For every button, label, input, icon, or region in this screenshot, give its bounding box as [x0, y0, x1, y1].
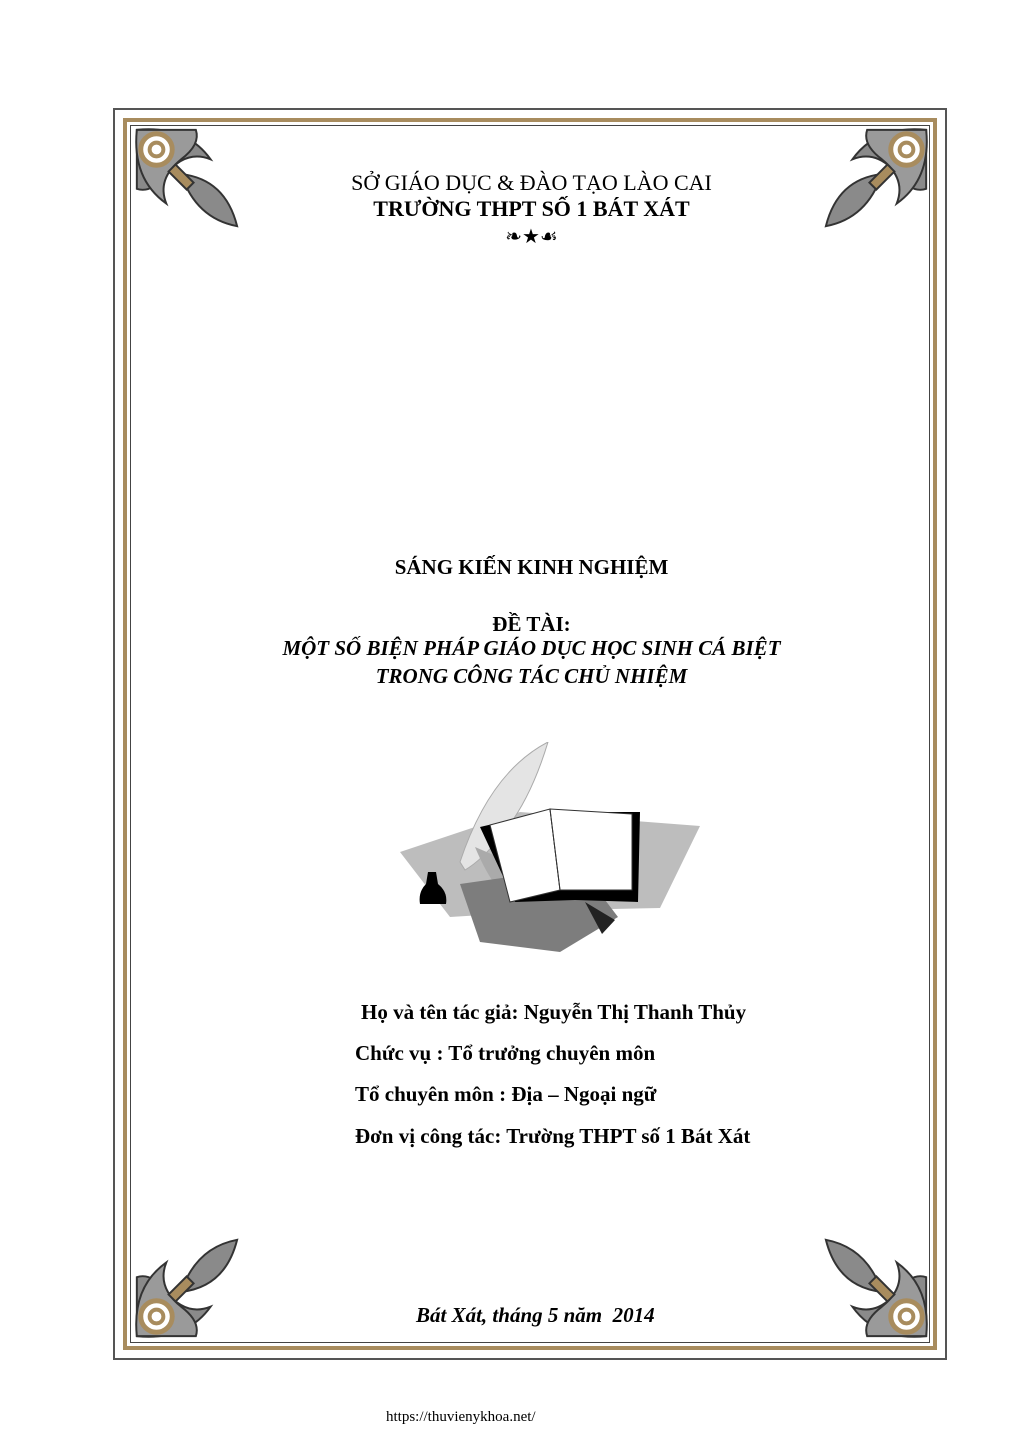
author-group: Tổ chuyên môn : Địa – Ngoại ngữ: [355, 1082, 657, 1106]
department-name: SỞ GIÁO DỤC & ĐÀO TẠO LÀO CAI: [351, 170, 712, 195]
header-ornament-icon: ❧★☙: [505, 226, 558, 248]
topic-title-line1: MỘT SỐ BIỆN PHÁP GIÁO DỤC HỌC SINH CÁ BIỆT: [282, 636, 781, 660]
author-position: Chức vụ : Tổ trưởng chuyên môn: [355, 1041, 656, 1065]
topic-title-line2: TRONG CÔNG TÁC CHỦ NHIỆM: [375, 664, 688, 688]
school-name: TRƯỜNG THPT SỐ 1 BÁT XÁT: [373, 196, 690, 221]
book-quill-ink-illustration-icon: [370, 742, 702, 958]
document-kind: SÁNG KIẾN KINH NGHIỆM: [394, 555, 669, 579]
inner-border: [130, 125, 930, 1343]
author-name: Họ và tên tác giả: Nguyễn Thị Thanh Thủy: [361, 1000, 747, 1024]
place-and-date: Bát Xát, tháng 5 năm 2014: [416, 1303, 655, 1327]
topic-label: ĐỀ TÀI:: [492, 612, 571, 636]
source-url-link[interactable]: https://thuvienykhoa.net/: [386, 1409, 536, 1425]
fleur-de-lis-corner-icon-bottom-left: [127, 1228, 245, 1346]
author-unit: Đơn vị công tác: Trường THPT số 1 Bát Xát: [355, 1124, 751, 1148]
fleur-de-lis-corner-icon-bottom-right: [818, 1228, 936, 1346]
